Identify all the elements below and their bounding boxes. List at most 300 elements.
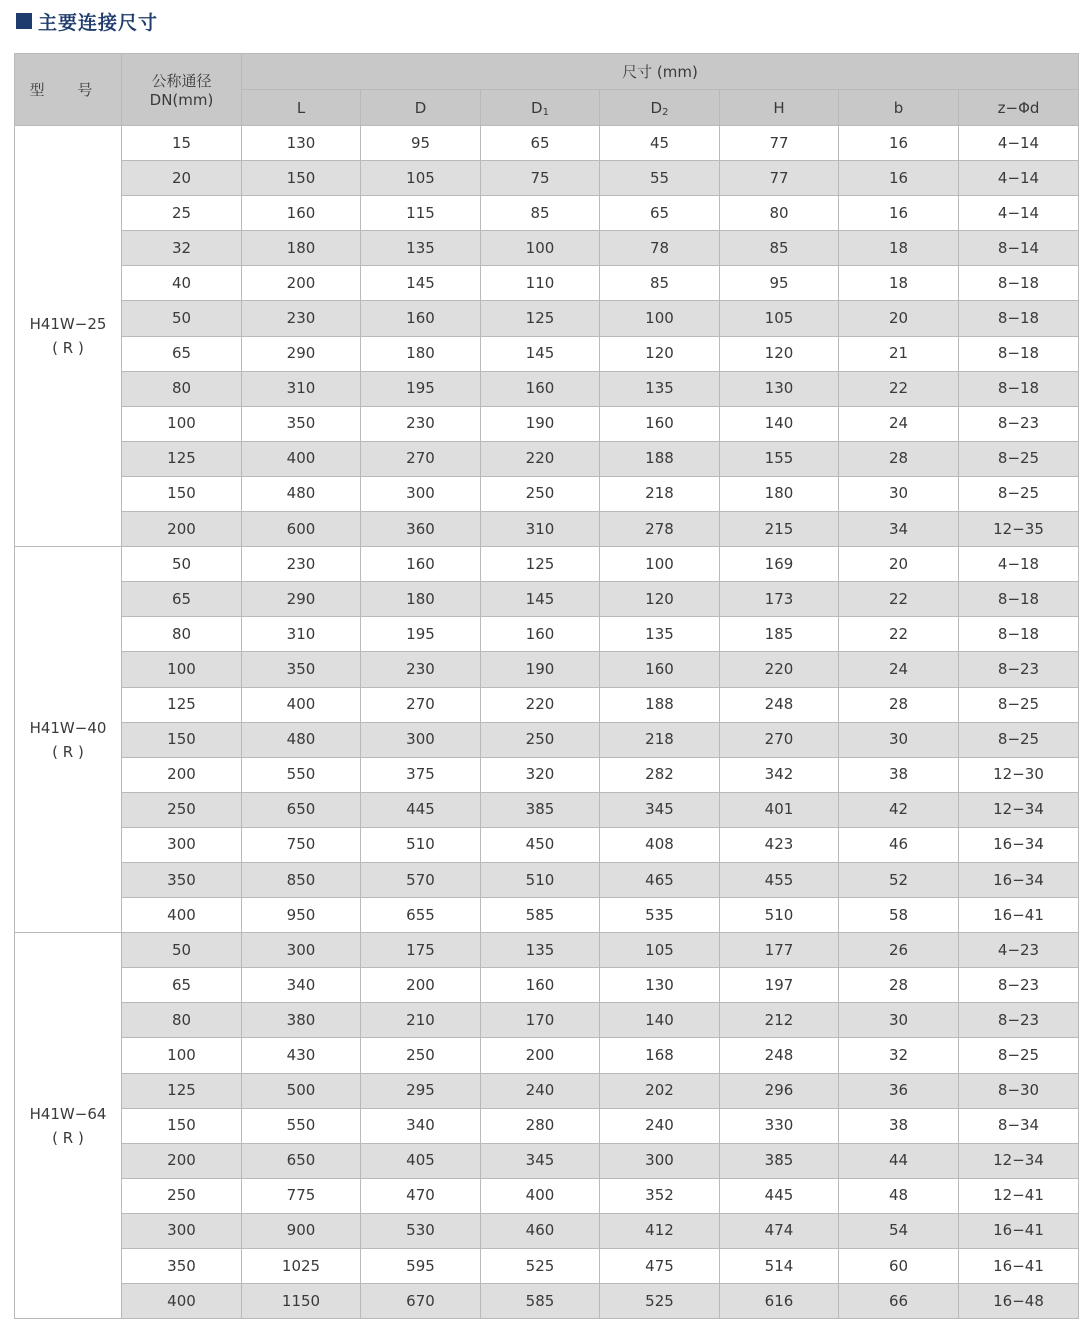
table-cell: 460 bbox=[481, 1213, 600, 1248]
table-cell: 412 bbox=[600, 1213, 720, 1248]
table-row bbox=[15, 1178, 1079, 1213]
table-cell: 12−34 bbox=[959, 792, 1079, 827]
table-cell: 950 bbox=[242, 898, 361, 933]
table-cell: 77 bbox=[720, 161, 839, 196]
table-cell: 38 bbox=[839, 1108, 959, 1143]
table-cell: 22 bbox=[839, 371, 959, 406]
table-cell: 280 bbox=[481, 1108, 600, 1143]
table-cell: 18 bbox=[839, 266, 959, 301]
table-cell: 210 bbox=[361, 1003, 481, 1038]
table-cell: 100 bbox=[600, 547, 720, 582]
table-cell: 352 bbox=[600, 1178, 720, 1213]
table-cell: 48 bbox=[839, 1178, 959, 1213]
table-cell: 120 bbox=[720, 336, 839, 371]
table-cell: 130 bbox=[720, 371, 839, 406]
table-cell: 8−18 bbox=[959, 336, 1079, 371]
table-cell: 188 bbox=[600, 687, 720, 722]
table-cell: 230 bbox=[361, 406, 481, 441]
dimension-table bbox=[14, 53, 1079, 1319]
table-cell: 514 bbox=[720, 1249, 839, 1284]
table-cell: 300 bbox=[361, 722, 481, 757]
table-row bbox=[15, 652, 1079, 687]
table-cell: 80 bbox=[122, 1003, 242, 1038]
table-cell: 46 bbox=[839, 827, 959, 862]
table-cell: 170 bbox=[481, 1003, 600, 1038]
table-cell: 310 bbox=[481, 512, 600, 547]
table-cell: 248 bbox=[720, 1038, 839, 1073]
table-cell: 8−18 bbox=[959, 582, 1079, 617]
table-cell: 195 bbox=[361, 617, 481, 652]
table-cell: 15 bbox=[122, 126, 242, 161]
table-cell: 8−34 bbox=[959, 1108, 1079, 1143]
table-cell: 22 bbox=[839, 582, 959, 617]
table-cell: 300 bbox=[242, 933, 361, 968]
table-cell: 510 bbox=[720, 898, 839, 933]
table-cell: 180 bbox=[361, 582, 481, 617]
table-cell: 24 bbox=[839, 406, 959, 441]
table-cell: 775 bbox=[242, 1178, 361, 1213]
table-cell: 650 bbox=[242, 1143, 361, 1178]
table-row bbox=[15, 757, 1079, 792]
table-cell: 28 bbox=[839, 968, 959, 1003]
table-cell: 25 bbox=[122, 196, 242, 231]
table-row bbox=[15, 126, 1079, 161]
table-cell: 220 bbox=[720, 652, 839, 687]
table-cell: 8−18 bbox=[959, 371, 1079, 406]
table-cell: 32 bbox=[122, 231, 242, 266]
table-row bbox=[15, 582, 1079, 617]
table-cell: 445 bbox=[361, 792, 481, 827]
table-cell: 202 bbox=[600, 1073, 720, 1108]
table-cell: 65 bbox=[600, 196, 720, 231]
table-cell: 16−41 bbox=[959, 898, 1079, 933]
table-cell: 190 bbox=[481, 406, 600, 441]
table-cell: 200 bbox=[122, 1143, 242, 1178]
table-cell: 12−35 bbox=[959, 512, 1079, 547]
table-cell: 160 bbox=[361, 301, 481, 336]
model-cell bbox=[15, 126, 122, 547]
table-cell: 125 bbox=[122, 1073, 242, 1108]
table-cell: 30 bbox=[839, 722, 959, 757]
header-col-2: $D_1$ bbox=[481, 90, 600, 126]
table-cell: 345 bbox=[600, 792, 720, 827]
table-cell: 535 bbox=[600, 898, 720, 933]
table-cell: 295 bbox=[361, 1073, 481, 1108]
header-col-4: H bbox=[720, 90, 839, 126]
table-cell: 16−48 bbox=[959, 1284, 1079, 1319]
table-cell: 900 bbox=[242, 1213, 361, 1248]
table-cell: 455 bbox=[720, 862, 839, 897]
table-cell: 180 bbox=[242, 231, 361, 266]
table-cell: 65 bbox=[122, 968, 242, 1003]
table-cell: 195 bbox=[361, 371, 481, 406]
table-cell: 340 bbox=[361, 1108, 481, 1143]
table-cell: 475 bbox=[600, 1249, 720, 1284]
table-cell: 28 bbox=[839, 441, 959, 476]
table-cell: 525 bbox=[600, 1284, 720, 1319]
table-cell: 400 bbox=[481, 1178, 600, 1213]
table-cell: 550 bbox=[242, 1108, 361, 1143]
table-row bbox=[15, 547, 1079, 582]
table-row bbox=[15, 687, 1079, 722]
table-cell: 125 bbox=[481, 547, 600, 582]
table-row bbox=[15, 1249, 1079, 1284]
table-cell: 470 bbox=[361, 1178, 481, 1213]
table-cell: 177 bbox=[720, 933, 839, 968]
table-cell: 585 bbox=[481, 1284, 600, 1319]
table-cell: 350 bbox=[122, 1249, 242, 1284]
section-title: 主要连接尺寸 bbox=[38, 11, 159, 34]
table-cell: 180 bbox=[720, 476, 839, 511]
table-cell: 4−18 bbox=[959, 547, 1079, 582]
table-cell: 180 bbox=[361, 336, 481, 371]
table-cell: 8−18 bbox=[959, 617, 1079, 652]
header-col-1: D bbox=[361, 90, 481, 126]
table-cell: 423 bbox=[720, 827, 839, 862]
table-cell: 345 bbox=[481, 1143, 600, 1178]
table-cell: 248 bbox=[720, 687, 839, 722]
table-cell: 655 bbox=[361, 898, 481, 933]
table-cell: 160 bbox=[242, 196, 361, 231]
table-cell: 85 bbox=[481, 196, 600, 231]
model-cell bbox=[15, 933, 122, 1319]
table-cell: 135 bbox=[600, 371, 720, 406]
table-row bbox=[15, 1284, 1079, 1319]
table-cell: 36 bbox=[839, 1073, 959, 1108]
table-cell: 18 bbox=[839, 231, 959, 266]
header-col-5: b bbox=[839, 90, 959, 126]
table-cell: 550 bbox=[242, 757, 361, 792]
table-cell: 215 bbox=[720, 512, 839, 547]
table-cell: 296 bbox=[720, 1073, 839, 1108]
table-cell: 250 bbox=[481, 476, 600, 511]
table-cell: 385 bbox=[720, 1143, 839, 1178]
table-cell: 8−18 bbox=[959, 266, 1079, 301]
table-cell: 28 bbox=[839, 687, 959, 722]
table-cell: 168 bbox=[600, 1038, 720, 1073]
table-cell: 135 bbox=[600, 617, 720, 652]
table-cell: 54 bbox=[839, 1213, 959, 1248]
table-cell: 78 bbox=[600, 231, 720, 266]
table-cell: 95 bbox=[720, 266, 839, 301]
table-cell: 22 bbox=[839, 617, 959, 652]
table-row bbox=[15, 898, 1079, 933]
table-cell: 100 bbox=[122, 652, 242, 687]
model-name: H41W−40 bbox=[29, 718, 107, 737]
table-cell: 197 bbox=[720, 968, 839, 1003]
table-row bbox=[15, 722, 1079, 757]
table-cell: 445 bbox=[720, 1178, 839, 1213]
table-cell: 300 bbox=[361, 476, 481, 511]
table-cell: 250 bbox=[122, 1178, 242, 1213]
table-cell: 342 bbox=[720, 757, 839, 792]
table-cell: 155 bbox=[720, 441, 839, 476]
table-cell: 250 bbox=[122, 792, 242, 827]
table-cell: 30 bbox=[839, 476, 959, 511]
table-cell: 16−34 bbox=[959, 862, 1079, 897]
table-cell: 240 bbox=[481, 1073, 600, 1108]
table-cell: 585 bbox=[481, 898, 600, 933]
table-cell: 32 bbox=[839, 1038, 959, 1073]
table-cell: 465 bbox=[600, 862, 720, 897]
table-cell: 218 bbox=[600, 476, 720, 511]
header-col-3: $D_2$ bbox=[600, 90, 720, 126]
table-row bbox=[15, 231, 1079, 266]
table-cell: 8−23 bbox=[959, 406, 1079, 441]
table-cell: 220 bbox=[481, 687, 600, 722]
table-row bbox=[15, 617, 1079, 652]
table-cell: 290 bbox=[242, 582, 361, 617]
table-cell: 140 bbox=[600, 1003, 720, 1038]
table-cell: 80 bbox=[122, 617, 242, 652]
table-cell: 350 bbox=[242, 652, 361, 687]
table-cell: 320 bbox=[481, 757, 600, 792]
table-cell: 480 bbox=[242, 476, 361, 511]
table-cell: 1150 bbox=[242, 1284, 361, 1319]
table-cell: 105 bbox=[600, 933, 720, 968]
table-row bbox=[15, 441, 1079, 476]
table-cell: 130 bbox=[242, 126, 361, 161]
table-cell: 240 bbox=[600, 1108, 720, 1143]
table-cell: 24 bbox=[839, 652, 959, 687]
table-cell: 145 bbox=[481, 336, 600, 371]
table-cell: 530 bbox=[361, 1213, 481, 1248]
table-cell: 400 bbox=[242, 687, 361, 722]
table-cell: 175 bbox=[361, 933, 481, 968]
table-cell: 120 bbox=[600, 582, 720, 617]
table-cell: 65 bbox=[122, 336, 242, 371]
header-dimensions: 尺寸 (mm) bbox=[242, 54, 1079, 90]
table-row bbox=[15, 1073, 1079, 1108]
table-cell: 230 bbox=[242, 547, 361, 582]
table-cell: 45 bbox=[600, 126, 720, 161]
table-cell: 150 bbox=[242, 161, 361, 196]
table-cell: 50 bbox=[122, 933, 242, 968]
table-cell: 80 bbox=[720, 196, 839, 231]
table-cell: 200 bbox=[481, 1038, 600, 1073]
table-cell: 510 bbox=[481, 862, 600, 897]
table-cell: 190 bbox=[481, 652, 600, 687]
table-cell: 20 bbox=[839, 547, 959, 582]
table-cell: 8−25 bbox=[959, 1038, 1079, 1073]
table-row bbox=[15, 161, 1079, 196]
table-row bbox=[15, 933, 1079, 968]
model-suffix: ( R ) bbox=[52, 742, 84, 761]
table-cell: 20 bbox=[839, 301, 959, 336]
table-cell: 77 bbox=[720, 126, 839, 161]
table-cell: 400 bbox=[242, 441, 361, 476]
table-cell: 230 bbox=[242, 301, 361, 336]
table-cell: 66 bbox=[839, 1284, 959, 1319]
table-cell: 375 bbox=[361, 757, 481, 792]
table-cell: 80 bbox=[122, 371, 242, 406]
table-cell: 8−23 bbox=[959, 652, 1079, 687]
table-cell: 16−34 bbox=[959, 827, 1079, 862]
table-cell: 60 bbox=[839, 1249, 959, 1284]
table-cell: 278 bbox=[600, 512, 720, 547]
table-row bbox=[15, 301, 1079, 336]
table-cell: 300 bbox=[600, 1143, 720, 1178]
table-cell: 55 bbox=[600, 161, 720, 196]
table-row bbox=[15, 371, 1079, 406]
table-cell: 250 bbox=[481, 722, 600, 757]
table-cell: 65 bbox=[481, 126, 600, 161]
table-cell: 20 bbox=[122, 161, 242, 196]
table-cell: 850 bbox=[242, 862, 361, 897]
table-cell: 160 bbox=[481, 968, 600, 1003]
table-cell: 8−23 bbox=[959, 1003, 1079, 1038]
table-row bbox=[15, 968, 1079, 1003]
table-row bbox=[15, 862, 1079, 897]
table-row bbox=[15, 336, 1079, 371]
table-cell: 160 bbox=[481, 617, 600, 652]
table-cell: 4−23 bbox=[959, 933, 1079, 968]
table-cell: 16−41 bbox=[959, 1213, 1079, 1248]
table-row bbox=[15, 827, 1079, 862]
table-cell: 300 bbox=[122, 1213, 242, 1248]
table-cell: 616 bbox=[720, 1284, 839, 1319]
table-cell: 12−34 bbox=[959, 1143, 1079, 1178]
table-cell: 270 bbox=[720, 722, 839, 757]
model-suffix: ( R ) bbox=[52, 1128, 84, 1147]
table-cell: 50 bbox=[122, 547, 242, 582]
table-cell: 130 bbox=[600, 968, 720, 1003]
table-cell: 525 bbox=[481, 1249, 600, 1284]
table-cell: 8−14 bbox=[959, 231, 1079, 266]
model-name: H41W−64 bbox=[29, 1104, 107, 1123]
table-row bbox=[15, 196, 1079, 231]
table-cell: 38 bbox=[839, 757, 959, 792]
table-cell: 250 bbox=[361, 1038, 481, 1073]
table-cell: 1025 bbox=[242, 1249, 361, 1284]
table-row bbox=[15, 1143, 1079, 1178]
header-col-0: L bbox=[242, 90, 361, 126]
table-cell: 85 bbox=[600, 266, 720, 301]
table-cell: 200 bbox=[361, 968, 481, 1003]
header-dn-line2: DN(mm) bbox=[149, 91, 214, 109]
model-suffix: ( R ) bbox=[52, 339, 84, 358]
table-cell: 150 bbox=[122, 1108, 242, 1143]
table-cell: 401 bbox=[720, 792, 839, 827]
table-cell: 500 bbox=[242, 1073, 361, 1108]
table-cell: 510 bbox=[361, 827, 481, 862]
table-cell: 150 bbox=[122, 476, 242, 511]
table-cell: 750 bbox=[242, 827, 361, 862]
table-cell: 200 bbox=[122, 757, 242, 792]
table-cell: 200 bbox=[122, 512, 242, 547]
table-cell: 75 bbox=[481, 161, 600, 196]
table-cell: 310 bbox=[242, 617, 361, 652]
table-cell: 218 bbox=[600, 722, 720, 757]
table-cell: 115 bbox=[361, 196, 481, 231]
table-row bbox=[15, 512, 1079, 547]
table-cell: 16 bbox=[839, 161, 959, 196]
table-cell: 350 bbox=[122, 862, 242, 897]
header-dn-line1: 公称通径 bbox=[151, 72, 212, 90]
table-cell: 44 bbox=[839, 1143, 959, 1178]
table-cell: 42 bbox=[839, 792, 959, 827]
table-cell: 4−14 bbox=[959, 196, 1079, 231]
table-cell: 105 bbox=[361, 161, 481, 196]
table-cell: 360 bbox=[361, 512, 481, 547]
table-cell: 65 bbox=[122, 582, 242, 617]
table-cell: 405 bbox=[361, 1143, 481, 1178]
table-cell: 110 bbox=[481, 266, 600, 301]
table-cell: 30 bbox=[839, 1003, 959, 1038]
table-cell: 385 bbox=[481, 792, 600, 827]
table-cell: 188 bbox=[600, 441, 720, 476]
table-cell: 340 bbox=[242, 968, 361, 1003]
table-row bbox=[15, 792, 1079, 827]
table-cell: 100 bbox=[122, 1038, 242, 1073]
table-cell: 8−23 bbox=[959, 968, 1079, 1003]
table-cell: 595 bbox=[361, 1249, 481, 1284]
table-cell: 16−41 bbox=[959, 1249, 1079, 1284]
table-cell: 34 bbox=[839, 512, 959, 547]
table-cell: 450 bbox=[481, 827, 600, 862]
table-cell: 21 bbox=[839, 336, 959, 371]
table-cell: 145 bbox=[481, 582, 600, 617]
table-cell: 350 bbox=[242, 406, 361, 441]
table-cell: 120 bbox=[600, 336, 720, 371]
table-cell: 570 bbox=[361, 862, 481, 897]
table-cell: 160 bbox=[361, 547, 481, 582]
table-cell: 430 bbox=[242, 1038, 361, 1073]
table-cell: 169 bbox=[720, 547, 839, 582]
table-cell: 185 bbox=[720, 617, 839, 652]
table-cell: 12−30 bbox=[959, 757, 1079, 792]
table-cell: 8−25 bbox=[959, 722, 1079, 757]
table-cell: 160 bbox=[600, 652, 720, 687]
table-cell: 212 bbox=[720, 1003, 839, 1038]
header-model: 型 号 bbox=[15, 54, 122, 126]
table-cell: 100 bbox=[481, 231, 600, 266]
table-cell: 4−14 bbox=[959, 161, 1079, 196]
model-cell bbox=[15, 547, 122, 933]
table-cell: 125 bbox=[122, 441, 242, 476]
table-cell: 270 bbox=[361, 441, 481, 476]
table-cell: 200 bbox=[242, 266, 361, 301]
table-cell: 173 bbox=[720, 582, 839, 617]
table-cell: 8−25 bbox=[959, 441, 1079, 476]
table-cell: 400 bbox=[122, 898, 242, 933]
section-heading bbox=[16, 8, 158, 34]
table-cell: 12−41 bbox=[959, 1178, 1079, 1213]
table-cell: 125 bbox=[481, 301, 600, 336]
table-cell: 50 bbox=[122, 301, 242, 336]
table-cell: 135 bbox=[481, 933, 600, 968]
table-cell: 330 bbox=[720, 1108, 839, 1143]
table-cell: 52 bbox=[839, 862, 959, 897]
header-nominal-diameter bbox=[122, 54, 242, 126]
table-cell: 16 bbox=[839, 196, 959, 231]
table-cell: 125 bbox=[122, 687, 242, 722]
table-cell: 160 bbox=[600, 406, 720, 441]
table-cell: 150 bbox=[122, 722, 242, 757]
table-cell: 290 bbox=[242, 336, 361, 371]
table-cell: 282 bbox=[600, 757, 720, 792]
table-cell: 650 bbox=[242, 792, 361, 827]
table-cell: 8−18 bbox=[959, 301, 1079, 336]
table-cell: 85 bbox=[720, 231, 839, 266]
table-cell: 16 bbox=[839, 126, 959, 161]
header-col-6: z−Φd bbox=[959, 90, 1079, 126]
table-row bbox=[15, 406, 1079, 441]
table-cell: 408 bbox=[600, 827, 720, 862]
table-cell: 400 bbox=[122, 1284, 242, 1319]
table-cell: 480 bbox=[242, 722, 361, 757]
table-cell: 100 bbox=[600, 301, 720, 336]
